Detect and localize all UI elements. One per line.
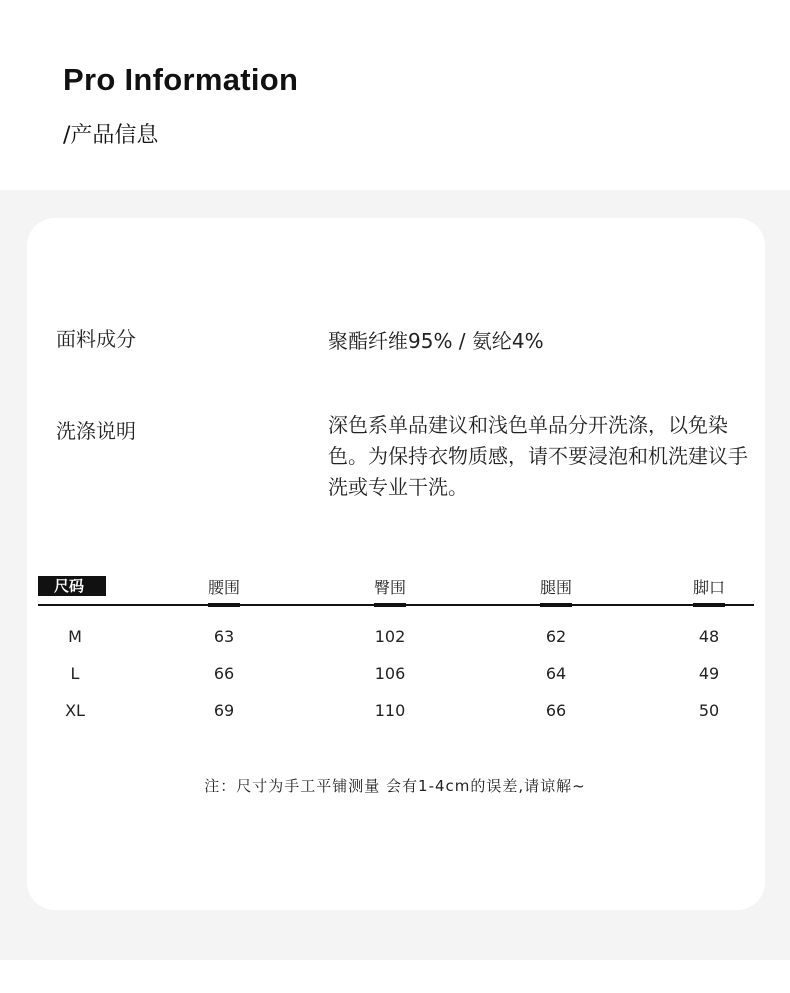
- header-underline: [540, 603, 572, 607]
- wash-value: 深色系单品建议和浅色单品分开洗涤，以免染色。为保持衣物质感，请不要浸泡和机洗建议手洗或专业干洗。: [328, 413, 748, 499]
- table-row: [38, 695, 754, 732]
- cell-hip: 102: [374, 627, 406, 646]
- wash-label: 洗涤说明: [56, 419, 136, 443]
- cell-waist: 66: [213, 664, 235, 683]
- size-table: [38, 573, 754, 732]
- cell-hem: 48: [698, 627, 720, 646]
- cell-hem: 50: [698, 701, 720, 720]
- header-thigh-label: 腿围: [539, 578, 572, 597]
- header-waist-label: 腰围: [207, 578, 240, 597]
- cell-hem: 49: [698, 664, 720, 683]
- fabric-value: 聚酯纤维95% / 氨纶4%: [328, 329, 544, 353]
- page-subtitle: /产品信息: [63, 123, 159, 148]
- header-waist: [184, 575, 264, 598]
- header-hip: [350, 575, 430, 598]
- header-underline: [374, 603, 406, 607]
- header-hem-label: 脚口: [692, 578, 725, 597]
- header-underline: [208, 603, 240, 607]
- page-title: Pro Information: [63, 62, 299, 97]
- table-row: [38, 658, 754, 695]
- header: [0, 0, 790, 190]
- cell-size: L: [70, 664, 80, 683]
- cell-waist: 63: [213, 627, 235, 646]
- cell-hip: 110: [374, 701, 406, 720]
- header-underline: [693, 603, 725, 607]
- measurement-note: 注：尺寸为手工平铺测量 会有1-4cm的误差,请谅解~: [204, 777, 586, 795]
- cell-size: XL: [65, 701, 85, 720]
- info-card: [27, 218, 765, 910]
- size-table-header: [38, 573, 754, 606]
- header-size: 尺码: [38, 576, 106, 596]
- cell-thigh: 64: [545, 664, 567, 683]
- fabric-label: 面料成分: [56, 327, 136, 351]
- header-thigh: [516, 575, 596, 598]
- cell-size: M: [68, 627, 82, 646]
- header-hem: [669, 575, 749, 598]
- table-row: [38, 621, 754, 658]
- cell-waist: 69: [213, 701, 235, 720]
- cell-thigh: 62: [545, 627, 567, 646]
- header-hip-label: 臀围: [373, 578, 406, 597]
- cell-hip: 106: [374, 664, 406, 683]
- bottom-band: [0, 960, 790, 993]
- cell-thigh: 66: [545, 701, 567, 720]
